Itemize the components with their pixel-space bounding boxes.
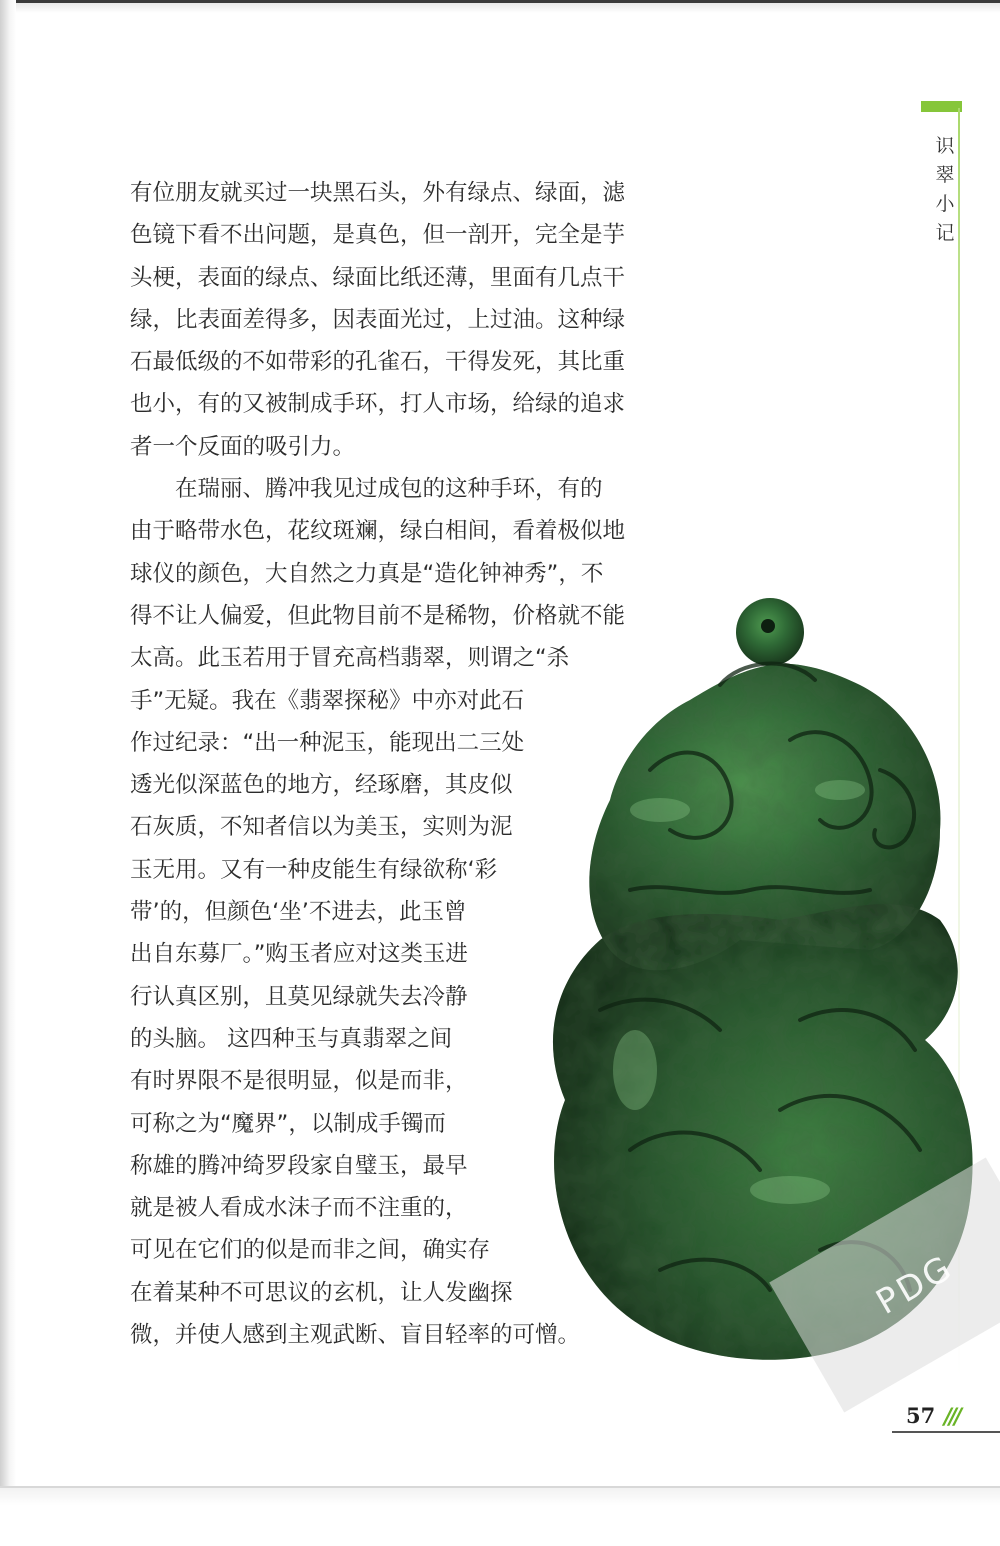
text-line: 也小，有的又被制成手环，打人市场，给绿的追求	[130, 391, 626, 418]
section-title-vertical	[928, 132, 962, 248]
section-title-char: 小	[935, 193, 955, 215]
text-line: 有时界限不是很明显，似是而非，	[130, 1068, 468, 1095]
text-line: 行认真区别，且莫见绿就失去冷静	[130, 983, 468, 1010]
text-line: 可称之为“魔界”，以制成手镯而	[130, 1110, 446, 1137]
text-line: 者一个反面的吸引力。	[130, 433, 356, 460]
page-binding-shadow	[0, 0, 16, 1500]
watermark-text: PDG	[869, 1247, 961, 1323]
text-line: 称雄的腾冲绮罗段家自璧玉，最早	[130, 1152, 468, 1179]
section-title-char: 记	[935, 222, 955, 244]
footer-rule	[892, 1431, 1000, 1433]
text-line: 微，并使人感到主观武断、盲目轻率的可憎。	[130, 1322, 581, 1349]
text-line: 球仪的颜色，大自然之力真是“造化钟神秀”，不	[130, 560, 604, 587]
body-text	[130, 172, 670, 1356]
text-line: 出自东募厂。”购玉者应对这类玉进	[130, 941, 468, 968]
page-footer	[892, 1403, 1000, 1433]
text-line: 石灰质，不知者信以为美玉，实则为泥	[130, 814, 513, 841]
page-bottom-margin	[0, 1488, 1000, 1546]
section-title-char: 识	[935, 135, 955, 157]
section-color-tab	[921, 101, 962, 112]
text-line: 得不让人偏爱，但此物目前不是稀物，价格就不能	[130, 602, 626, 629]
text-line: 石最低级的不如带彩的孔雀石，干得发死，其比重	[130, 349, 626, 376]
page-slash-marks: ///	[944, 1405, 960, 1430]
text-line: 色镜下看不出问题，是真色，但一剖开，完全是芋	[130, 222, 626, 249]
text-line: 玉无用。又有一种皮能生有绿欲称‘彩	[130, 856, 498, 883]
section-title-char: 翠	[935, 164, 955, 186]
text-line: 手”无疑。我在《翡翠探秘》中亦对此石	[130, 687, 525, 714]
text-line: 在瑞丽、腾冲我见过成包的这种手环，有的	[130, 476, 603, 503]
text-line: 的头脑。 这四种玉与真翡翠之间	[130, 1025, 453, 1052]
text-line: 头梗，表面的绿点、绿面比纸还薄，里面有几点干	[130, 264, 626, 291]
text-line: 绿，比表面差得多，因表面光过，上过油。这种绿	[130, 306, 626, 333]
text-line: 作过纪录：“出一种泥玉，能现出二三处	[130, 729, 525, 756]
text-line: 在着某种不可思议的玄机，让人发幽探	[130, 1279, 513, 1306]
text-line: 由于略带水色，花纹斑斓，绿白相间，看着极似地	[130, 518, 626, 545]
text-line: 可见在它们的似是而非之间，确实存	[130, 1237, 491, 1264]
text-line: 有位朋友就买过一块黑石头，外有绿点、绿面，滤	[130, 180, 626, 206]
text-line: 带’的，但颜色‘坐’不进去，此玉曾	[130, 899, 467, 926]
page-number: 57	[906, 1403, 936, 1428]
text-line: 就是被人看成水沫子而不注重的，	[130, 1195, 468, 1222]
page-top-shadow	[0, 3, 1000, 13]
text-line: 透光似深蓝色的地方，经琢磨，其皮似	[130, 772, 513, 799]
text-line: 太高。此玉若用于冒充高档翡翠，则谓之“杀	[130, 645, 570, 672]
